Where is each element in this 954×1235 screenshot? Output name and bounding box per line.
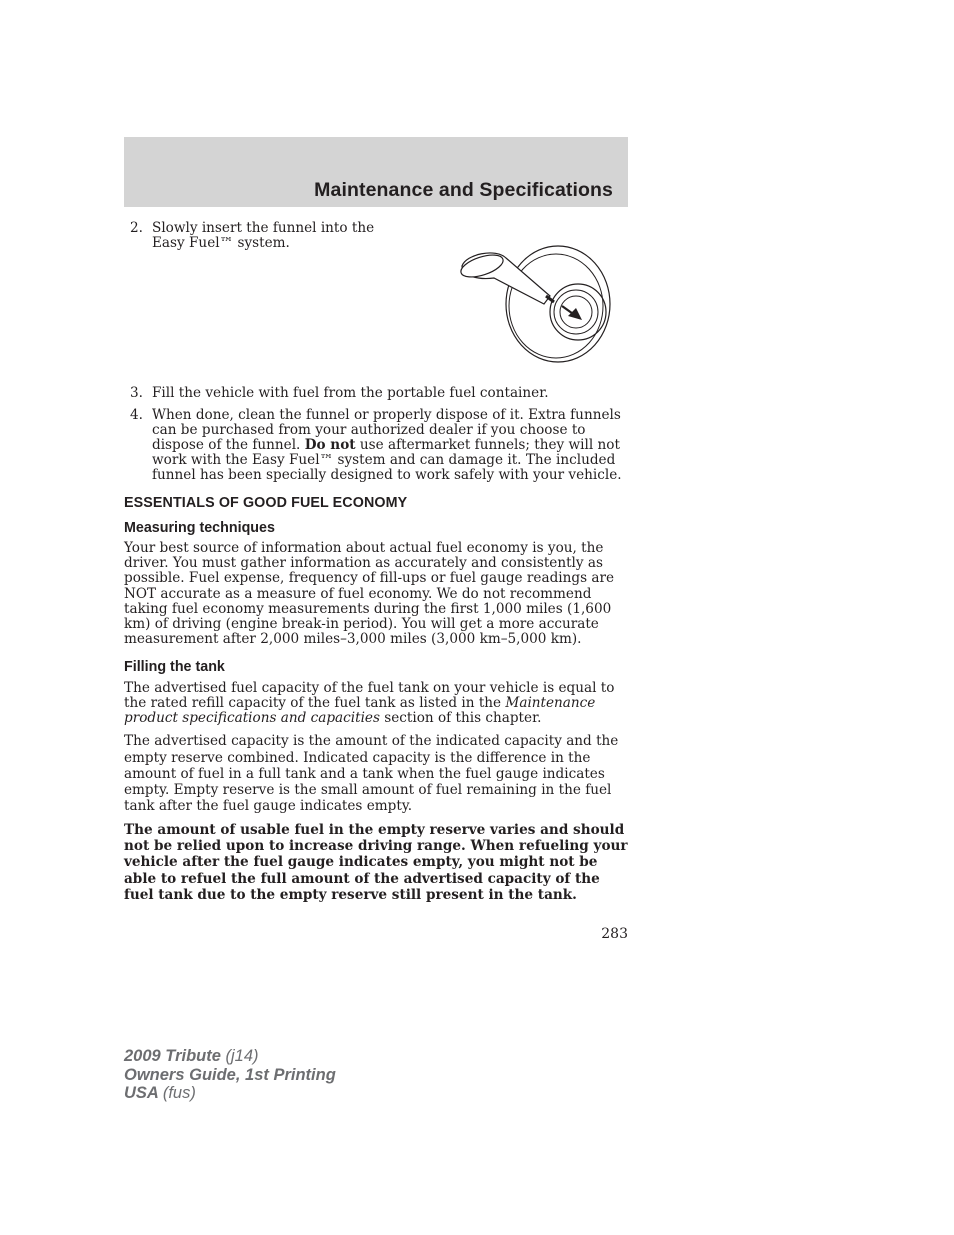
step-4 <box>124 408 628 484</box>
step-number: 2. <box>130 220 143 236</box>
step-number: 4. <box>130 406 143 423</box>
step-3 <box>124 386 628 401</box>
page-content <box>124 221 628 910</box>
footer-line-2: Owners Guide, 1st Printing <box>124 1065 336 1084</box>
measuring-paragraph: Your best source of information about actual fuel economy is you, the driver. You must gather information as accurately and consistently as possible. Fuel expense, frequency of fill-ups or fuel gauge readings are NOT accurate as a measure of fuel economy. We do not recommend taking fuel economy measurements during the first 1,000 miles (1,600 km) of driving (engine break-in period). You will get a more accurate measurement after 2,000 miles–3,000 miles (3,000 km–5,000 km). <box>124 540 615 648</box>
footer-line-3: USA (fus) <box>124 1084 196 1102</box>
step-2 <box>124 221 384 251</box>
step-number: 3. <box>130 385 143 402</box>
section-reference: Maintenance product specifications and capacities <box>124 694 596 727</box>
subsection-heading-measuring: Measuring techniques <box>124 519 275 536</box>
do-not-emphasis: Do not <box>304 437 356 454</box>
filling-paragraph-2: The advertised capacity is the amount of the indicated capacity and the empty reserve combined. Indicated capacity is the difference in the amount of fuel in a full tank and a tank when the fuel gauge indicates empty. Empty reserve is the small amount of fuel remaining in the fuel tank after the fuel gauge indicates empty. <box>124 733 619 815</box>
filling-paragraph-1: The advertised fuel capacity of the fuel tank on your vehicle is equal to the rated refill capacity of the fuel tank as listed in the Maintenance product specifications and capacities section of this chapter. <box>124 679 615 727</box>
empty-reserve-warning: The amount of usable fuel in the empty reserve varies and should not be relied upon to increase driving range. When refueling your vehicle after the fuel gauge indicates empty, you might not be able to refuel the full amount of the advertised capacity of the fuel tank due to the empty reserve still present in the tank. <box>124 821 628 903</box>
page-number: 283 <box>601 926 628 942</box>
section-heading: ESSENTIALS OF GOOD FUEL ECONOMY <box>124 494 408 511</box>
step-text: When done, clean the funnel or properly dispose of it. Extra funnels can be purchased from your authorized dealer if you choose to dispose of the funnel. Do not use aftermarket funnels; they will not work with the Easy Fuel™ system and can damage it. The included funnel has been specially designed to work safely with your vehicle. <box>152 406 622 484</box>
step-text: Slowly insert the funnel into the Easy Fuel™ system. <box>152 220 375 252</box>
section-title: Maintenance and Specifications <box>314 179 613 201</box>
subsection-heading-filling: Filling the tank <box>124 659 225 676</box>
document-footer <box>124 1047 336 1103</box>
section-header-band <box>124 137 628 207</box>
footer-line-1: 2009 Tribute (j14) <box>124 1047 259 1065</box>
step-text: Fill the vehicle with fuel from the portable fuel container. <box>152 385 549 402</box>
